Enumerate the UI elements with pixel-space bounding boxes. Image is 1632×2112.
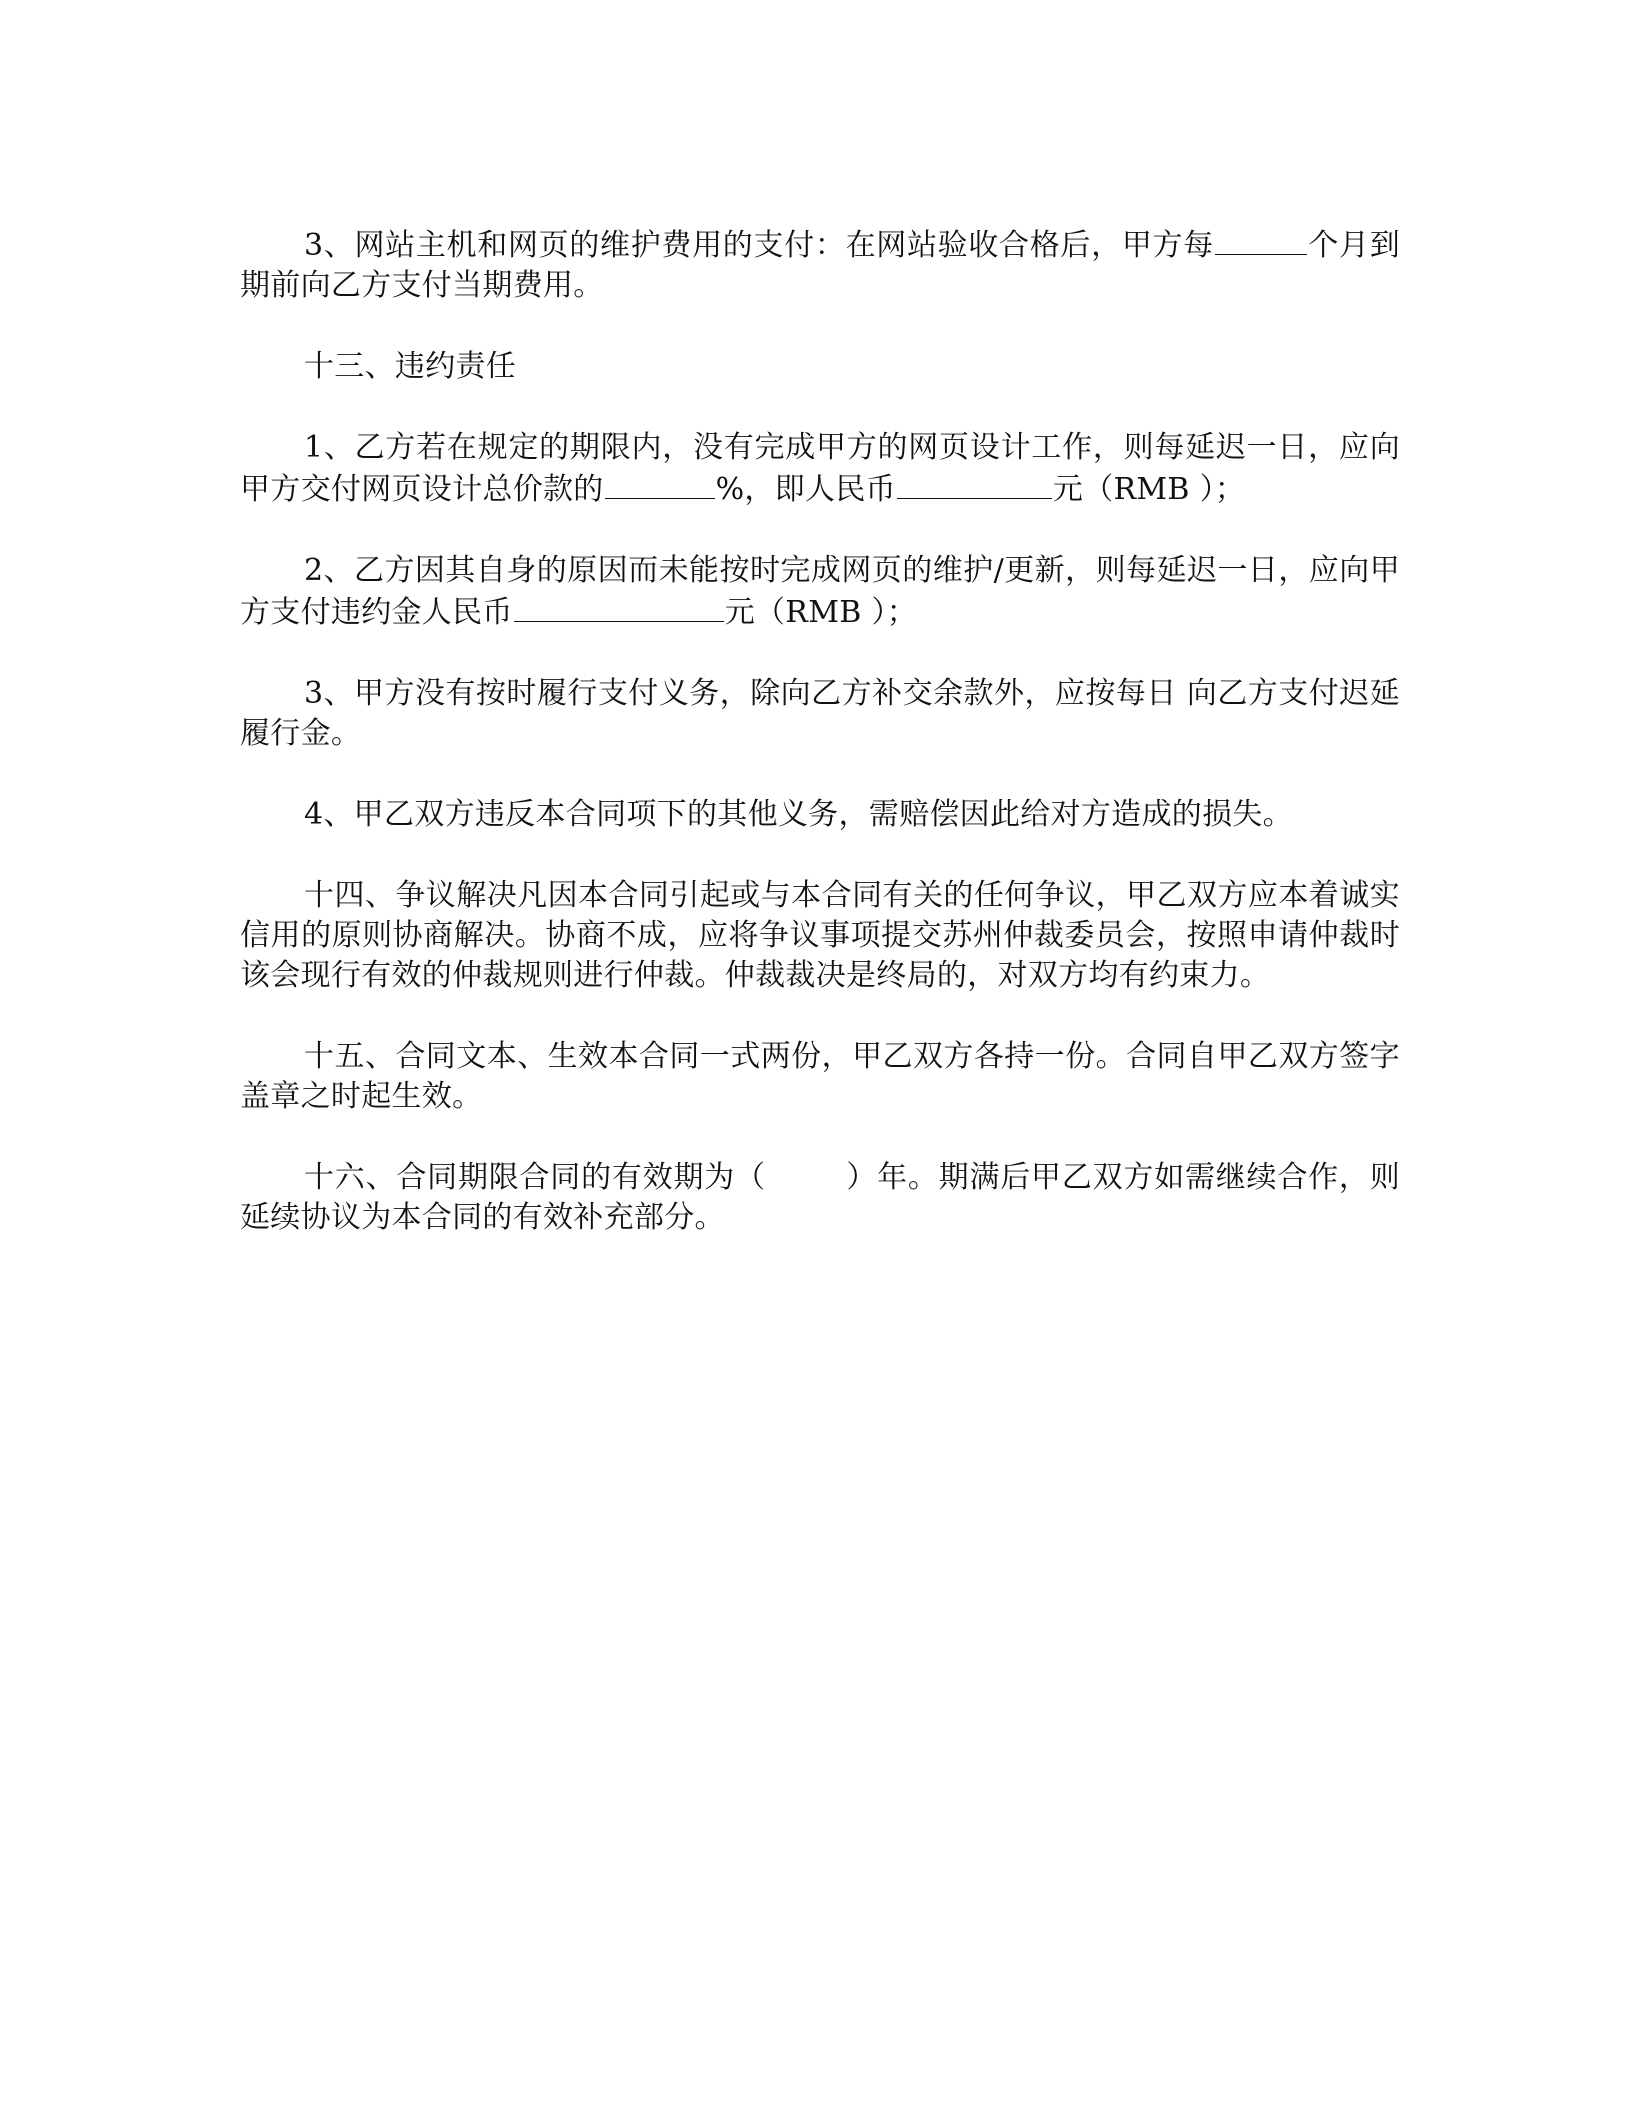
blank-line [1215, 224, 1307, 255]
paragraph-contract-text [240, 1037, 1400, 1117]
paragraph-maintenance-delay [240, 551, 1400, 633]
paragraph-other-obligations [240, 795, 1400, 835]
paragraph-dispute-resolution [240, 876, 1400, 996]
document-page [240, 224, 1400, 1279]
text: 元（RMB ）； [724, 595, 917, 630]
text: 3、网站主机和网页的维护费用的支付：在网站验收合格后，甲方每 [304, 228, 1214, 263]
section-heading-liability [240, 347, 1400, 387]
text: 2、乙方因其自身的原因而未能按时完成网页的维护/更新，则每延迟一日，应向甲方支付违约金人民币 [240, 553, 1400, 630]
text: 元（RMB ）； [1052, 472, 1246, 507]
text: 十六、合同期限合同的有效期为（ [304, 1160, 766, 1195]
paragraph-maintenance-payment [240, 224, 1400, 306]
paragraph-contract-term [240, 1158, 1400, 1238]
text: %，即人民币 [715, 472, 896, 507]
text: 3、甲方没有按时履行支付义务，除向乙方补交余款外，应按每日 向乙方支付迟延履行金。 [240, 676, 1400, 751]
blank-line [514, 591, 724, 622]
text: 1、乙方若在规定的期限内，没有完成甲方的网页设计工作，则每延迟一日，应向甲方交付网页设计总价款的 [240, 430, 1400, 507]
paragraph-design-delay [240, 428, 1400, 510]
blank-line [605, 468, 715, 499]
text: 个月到期前向乙方支付当期费用。 [240, 228, 1400, 303]
text: 十三、违约责任 [304, 349, 517, 384]
blank-line [897, 468, 1052, 499]
text: 十四、争议解决凡因本合同引起或与本合同有关的任何争议，甲乙双方应本着诚实信用的原则协商解决。协商不成，应将争议事项提交苏州仲裁委员会，按照申请仲裁时该会现行有效的仲裁规则进行仲裁。仲裁裁决是终局的，对双方均有约束力。 [240, 878, 1400, 993]
text: 4、甲乙双方违反本合同项下的其他义务，需赔偿因此给对方造成的损失。 [304, 797, 1293, 832]
text: ）年。期满后甲乙双方如需继续合作，则延续协议为本合同的有效补充部分。 [240, 1160, 1401, 1235]
text: 十五、合同文本、生效本合同一式两份，甲乙双方各持一份。合同自甲乙双方签字盖章之时起生效。 [240, 1039, 1400, 1114]
paragraph-payment-delay [240, 674, 1400, 754]
